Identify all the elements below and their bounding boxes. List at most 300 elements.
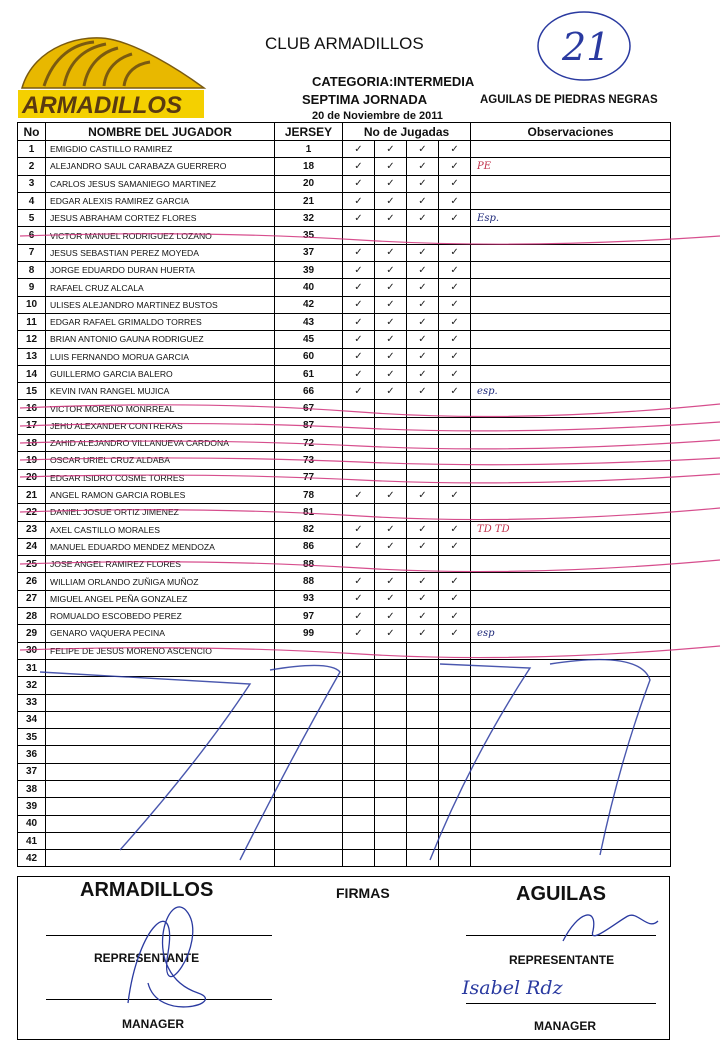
category-label: CATEGORIA:INTERMEDIA: [312, 74, 475, 89]
play-checkmark: [375, 746, 407, 763]
jersey-number: 45: [275, 331, 343, 348]
play-checkmark: [343, 435, 375, 452]
player-name: KEVIN IVAN RANGEL MUJICA: [46, 383, 275, 400]
observation-note: [471, 141, 671, 158]
player-name: ZAHID ALEJANDRO VILLANUEVA CARDONA: [46, 435, 275, 452]
row-number: 13: [18, 348, 46, 365]
play-checkmark: [375, 417, 407, 434]
play-checkmark: [375, 763, 407, 780]
play-checkmark: [407, 694, 439, 711]
observation-note: [471, 798, 671, 815]
roster-table: [17, 122, 670, 866]
play-checkmark: [407, 729, 439, 746]
observation-note: [471, 608, 671, 625]
table-row: [18, 296, 671, 313]
table-row: [18, 158, 671, 175]
play-checkmark: [375, 642, 407, 659]
opponent-label: AGUILAS DE PIEDRAS NEGRAS: [480, 94, 658, 106]
play-checkmark: [407, 227, 439, 244]
observation-note: [471, 780, 671, 797]
player-name: GUILLERMO GARCIA BALERO: [46, 365, 275, 382]
jersey-number: 88: [275, 573, 343, 590]
observation-note: [471, 538, 671, 555]
play-checkmark: [439, 780, 471, 797]
row-number: 30: [18, 642, 46, 659]
play-checkmark: ✓: [375, 244, 407, 261]
play-checkmark: ✓: [439, 331, 471, 348]
play-checkmark: [439, 469, 471, 486]
row-number: 21: [18, 486, 46, 503]
sheet-number: 21: [562, 25, 611, 69]
row-number: 22: [18, 504, 46, 521]
play-checkmark: [439, 659, 471, 676]
play-checkmark: [407, 469, 439, 486]
play-checkmark: [407, 556, 439, 573]
jersey-number: [275, 815, 343, 832]
row-number: 3: [18, 175, 46, 192]
play-checkmark: [407, 677, 439, 694]
row-number: 10: [18, 296, 46, 313]
play-checkmark: ✓: [343, 244, 375, 261]
play-checkmark: ✓: [407, 573, 439, 590]
play-checkmark: ✓: [375, 175, 407, 192]
play-checkmark: [343, 452, 375, 469]
play-checkmark: ✓: [407, 486, 439, 503]
player-name: [46, 763, 275, 780]
table-row: [18, 711, 671, 728]
jersey-number: 32: [275, 210, 343, 227]
table-row: [18, 521, 671, 538]
signatures-title: FIRMAS: [336, 885, 390, 901]
table-row: [18, 573, 671, 590]
row-number: 38: [18, 780, 46, 797]
play-checkmark: [439, 227, 471, 244]
row-number: 40: [18, 815, 46, 832]
away-manager-line: [466, 1003, 656, 1004]
play-checkmark: ✓: [407, 365, 439, 382]
jersey-number: [275, 746, 343, 763]
play-checkmark: ✓: [375, 573, 407, 590]
jersey-number: 81: [275, 504, 343, 521]
player-name: VICTOR MANUEL RODRIGUEZ LOZANO: [46, 227, 275, 244]
table-row: [18, 417, 671, 434]
play-checkmark: ✓: [375, 590, 407, 607]
observation-note: Esp.: [471, 210, 671, 227]
row-number: 16: [18, 400, 46, 417]
play-checkmark: [343, 763, 375, 780]
jersey-number: 40: [275, 279, 343, 296]
jersey-number: 1: [275, 141, 343, 158]
jersey-number: 82: [275, 521, 343, 538]
table-row: [18, 313, 671, 330]
table-row: [18, 815, 671, 832]
jersey-number: [275, 850, 343, 867]
play-checkmark: [407, 452, 439, 469]
play-checkmark: ✓: [343, 262, 375, 279]
play-checkmark: ✓: [407, 175, 439, 192]
jersey-number: 20: [275, 175, 343, 192]
jersey-number: 66: [275, 383, 343, 400]
play-checkmark: ✓: [375, 262, 407, 279]
play-checkmark: ✓: [343, 625, 375, 642]
row-number: 36: [18, 746, 46, 763]
player-name: AXEL CASTILLO MORALES: [46, 521, 275, 538]
play-checkmark: [343, 780, 375, 797]
play-checkmark: [407, 400, 439, 417]
play-checkmark: ✓: [439, 210, 471, 227]
play-checkmark: ✓: [375, 331, 407, 348]
observation-note: [471, 400, 671, 417]
table-row: [18, 608, 671, 625]
table-row: [18, 659, 671, 676]
row-number: 15: [18, 383, 46, 400]
play-checkmark: ✓: [439, 348, 471, 365]
play-checkmark: [375, 798, 407, 815]
player-name: GENARO VAQUERA PECINA: [46, 625, 275, 642]
table-row: [18, 763, 671, 780]
player-name: FELIPE DE JESUS MORENO ASCENCIO: [46, 642, 275, 659]
observation-note: [471, 313, 671, 330]
jersey-number: 18: [275, 158, 343, 175]
play-checkmark: ✓: [439, 538, 471, 555]
observation-note: [471, 192, 671, 209]
play-checkmark: ✓: [375, 158, 407, 175]
play-checkmark: [375, 694, 407, 711]
observation-note: [471, 711, 671, 728]
row-number: 23: [18, 521, 46, 538]
club-title: CLUB ARMADILLOS: [265, 34, 424, 53]
observation-note: [471, 262, 671, 279]
play-checkmark: ✓: [343, 175, 375, 192]
table-row: [18, 780, 671, 797]
player-name: DANIEL JOSUE ORTIZ JIMENEZ: [46, 504, 275, 521]
table-row: [18, 175, 671, 192]
play-checkmark: ✓: [343, 538, 375, 555]
player-name: [46, 711, 275, 728]
jersey-number: [275, 729, 343, 746]
signature-box: [17, 876, 670, 1040]
row-number: 18: [18, 435, 46, 452]
observation-note: esp: [471, 625, 671, 642]
observation-note: TD TD: [471, 521, 671, 538]
play-checkmark: ✓: [375, 192, 407, 209]
observation-note: [471, 469, 671, 486]
play-checkmark: [439, 850, 471, 867]
observation-note: [471, 227, 671, 244]
table-row: [18, 383, 671, 400]
play-checkmark: ✓: [343, 158, 375, 175]
play-checkmark: [343, 417, 375, 434]
observation-note: [471, 659, 671, 676]
roster-body: [18, 141, 671, 867]
observation-note: [471, 832, 671, 849]
play-checkmark: ✓: [375, 313, 407, 330]
row-number: 20: [18, 469, 46, 486]
play-checkmark: [343, 227, 375, 244]
play-checkmark: ✓: [343, 192, 375, 209]
row-number: 24: [18, 538, 46, 555]
jersey-number: 99: [275, 625, 343, 642]
table-row: [18, 279, 671, 296]
col-header-name: NOMBRE DEL JUGADOR: [46, 123, 275, 141]
jersey-number: 72: [275, 435, 343, 452]
play-checkmark: ✓: [407, 210, 439, 227]
play-checkmark: ✓: [407, 296, 439, 313]
play-checkmark: ✓: [439, 244, 471, 261]
play-checkmark: ✓: [343, 365, 375, 382]
play-checkmark: ✓: [343, 279, 375, 296]
play-checkmark: [439, 729, 471, 746]
jersey-number: [275, 694, 343, 711]
jersey-number: 39: [275, 262, 343, 279]
observation-note: [471, 850, 671, 867]
player-name: ROMUALDO ESCOBEDO PEREZ: [46, 608, 275, 625]
play-checkmark: ✓: [407, 141, 439, 158]
row-number: 35: [18, 729, 46, 746]
play-checkmark: ✓: [439, 486, 471, 503]
jersey-number: 78: [275, 486, 343, 503]
play-checkmark: ✓: [343, 573, 375, 590]
play-checkmark: ✓: [439, 625, 471, 642]
play-checkmark: [375, 452, 407, 469]
away-representative-label: REPRESENTANTE: [509, 953, 615, 967]
table-row: [18, 694, 671, 711]
play-checkmark: ✓: [439, 590, 471, 607]
play-checkmark: ✓: [375, 365, 407, 382]
play-checkmark: ✓: [343, 608, 375, 625]
table-header-row: [18, 123, 671, 141]
play-checkmark: [343, 746, 375, 763]
jersey-number: 88: [275, 556, 343, 573]
table-row: [18, 192, 671, 209]
play-checkmark: ✓: [343, 486, 375, 503]
table-row: [18, 642, 671, 659]
player-name: [46, 815, 275, 832]
jersey-number: 73: [275, 452, 343, 469]
away-signature-scribble: [558, 901, 668, 951]
play-checkmark: [343, 729, 375, 746]
row-number: 6: [18, 227, 46, 244]
play-checkmark: [407, 711, 439, 728]
play-checkmark: [343, 504, 375, 521]
player-name: CARLOS JESUS SAMANIEGO MARTINEZ: [46, 175, 275, 192]
play-checkmark: [407, 832, 439, 849]
play-checkmark: [375, 504, 407, 521]
play-checkmark: [343, 469, 375, 486]
play-checkmark: [407, 798, 439, 815]
row-number: 11: [18, 313, 46, 330]
player-name: LUIS FERNANDO MORUA GARCIA: [46, 348, 275, 365]
jersey-number: 86: [275, 538, 343, 555]
play-checkmark: ✓: [375, 538, 407, 555]
play-checkmark: ✓: [439, 175, 471, 192]
round-label: SEPTIMA JORNADA: [302, 92, 428, 107]
play-checkmark: [407, 780, 439, 797]
table-row: [18, 538, 671, 555]
play-checkmark: ✓: [407, 625, 439, 642]
play-checkmark: [407, 435, 439, 452]
row-number: 33: [18, 694, 46, 711]
play-checkmark: [407, 659, 439, 676]
jersey-number: [275, 659, 343, 676]
play-checkmark: [343, 556, 375, 573]
row-number: 8: [18, 262, 46, 279]
col-header-plays: No de Jugadas: [343, 123, 471, 141]
play-checkmark: ✓: [375, 486, 407, 503]
play-checkmark: ✓: [439, 158, 471, 175]
jersey-number: 87: [275, 417, 343, 434]
play-checkmark: ✓: [439, 141, 471, 158]
row-number: 32: [18, 677, 46, 694]
play-checkmark: [343, 694, 375, 711]
player-name: ALEJANDRO SAUL CARABAZA GUERRERO: [46, 158, 275, 175]
play-checkmark: ✓: [439, 192, 471, 209]
play-checkmark: ✓: [375, 348, 407, 365]
observation-note: [471, 486, 671, 503]
play-checkmark: [439, 763, 471, 780]
table-row: [18, 729, 671, 746]
play-checkmark: ✓: [407, 590, 439, 607]
match-date: 20 de Noviembre de 2011: [312, 110, 443, 122]
play-checkmark: [343, 815, 375, 832]
play-checkmark: [439, 694, 471, 711]
player-name: [46, 780, 275, 797]
player-name: [46, 729, 275, 746]
observation-note: [471, 590, 671, 607]
observation-note: [471, 573, 671, 590]
play-checkmark: [375, 815, 407, 832]
jersey-number: 61: [275, 365, 343, 382]
play-checkmark: [439, 677, 471, 694]
play-checkmark: ✓: [375, 141, 407, 158]
jersey-number: [275, 832, 343, 849]
table-row: [18, 504, 671, 521]
observation-note: [471, 677, 671, 694]
away-manager-label: MANAGER: [534, 1019, 596, 1033]
play-checkmark: [439, 556, 471, 573]
player-name: [46, 677, 275, 694]
jersey-number: [275, 677, 343, 694]
play-checkmark: ✓: [407, 331, 439, 348]
logo-text: ARMADILLOS: [22, 92, 182, 119]
play-checkmark: ✓: [439, 383, 471, 400]
jersey-number: 37: [275, 244, 343, 261]
player-name: JEHU ALEXANDER CONTRERAS: [46, 417, 275, 434]
observation-note: [471, 365, 671, 382]
table-row: [18, 331, 671, 348]
jersey-number: [275, 642, 343, 659]
table-row: [18, 832, 671, 849]
player-name: EDGAR ALEXIS RAMIREZ GARCIA: [46, 192, 275, 209]
row-number: 17: [18, 417, 46, 434]
observation-note: [471, 556, 671, 573]
row-number: 2: [18, 158, 46, 175]
play-checkmark: ✓: [439, 365, 471, 382]
play-checkmark: ✓: [375, 383, 407, 400]
play-checkmark: [375, 832, 407, 849]
player-name: MIGUEL ANGEL PEÑA GONZALEZ: [46, 590, 275, 607]
jersey-number: [275, 798, 343, 815]
table-row: [18, 590, 671, 607]
play-checkmark: ✓: [439, 521, 471, 538]
play-checkmark: [407, 417, 439, 434]
play-checkmark: ✓: [375, 296, 407, 313]
player-name: ANGEL RAMON GARCIA ROBLES: [46, 486, 275, 503]
observation-note: [471, 694, 671, 711]
play-checkmark: ✓: [343, 521, 375, 538]
play-checkmark: ✓: [439, 313, 471, 330]
play-checkmark: [375, 780, 407, 797]
play-checkmark: [407, 763, 439, 780]
play-checkmark: ✓: [407, 521, 439, 538]
play-checkmark: [375, 227, 407, 244]
home-signature-scribble: [98, 883, 248, 1033]
observation-note: esp.: [471, 383, 671, 400]
play-checkmark: ✓: [407, 313, 439, 330]
play-checkmark: ✓: [439, 296, 471, 313]
row-number: 1: [18, 141, 46, 158]
play-checkmark: [375, 469, 407, 486]
row-number: 41: [18, 832, 46, 849]
table-row: [18, 435, 671, 452]
home-team-title: ARMADILLOS: [80, 879, 214, 901]
play-checkmark: ✓: [439, 279, 471, 296]
table-row: [18, 244, 671, 261]
table-row: [18, 141, 671, 158]
row-number: 4: [18, 192, 46, 209]
armadillos-logo: [14, 26, 214, 121]
play-checkmark: ✓: [407, 383, 439, 400]
play-checkmark: ✓: [439, 262, 471, 279]
play-checkmark: ✓: [343, 141, 375, 158]
play-checkmark: ✓: [407, 348, 439, 365]
observation-note: [471, 746, 671, 763]
player-name: [46, 798, 275, 815]
play-checkmark: [407, 642, 439, 659]
table-row: [18, 556, 671, 573]
table-row: [18, 746, 671, 763]
play-checkmark: [375, 677, 407, 694]
play-checkmark: [343, 798, 375, 815]
player-name: BRIAN ANTONIO GAUNA RODRIGUEZ: [46, 331, 275, 348]
play-checkmark: ✓: [343, 210, 375, 227]
observation-note: [471, 417, 671, 434]
play-checkmark: ✓: [343, 348, 375, 365]
play-checkmark: [343, 711, 375, 728]
observation-note: [471, 175, 671, 192]
player-name: EMIGDIO CASTILLO RAMIREZ: [46, 141, 275, 158]
row-number: 12: [18, 331, 46, 348]
observation-note: [471, 244, 671, 261]
play-checkmark: [375, 850, 407, 867]
table-row: [18, 677, 671, 694]
play-checkmark: ✓: [343, 331, 375, 348]
play-checkmark: ✓: [407, 192, 439, 209]
row-number: 39: [18, 798, 46, 815]
play-checkmark: [375, 711, 407, 728]
table-row: [18, 625, 671, 642]
player-name: EDGAR ISIDRO COSME TORRES: [46, 469, 275, 486]
player-name: JORGE EDUARDO DURAN HUERTA: [46, 262, 275, 279]
play-checkmark: [439, 815, 471, 832]
table-row: [18, 452, 671, 469]
player-name: [46, 746, 275, 763]
table-row: [18, 365, 671, 382]
row-number: 29: [18, 625, 46, 642]
play-checkmark: [343, 642, 375, 659]
player-name: RAFAEL CRUZ ALCALA: [46, 279, 275, 296]
play-checkmark: [375, 556, 407, 573]
